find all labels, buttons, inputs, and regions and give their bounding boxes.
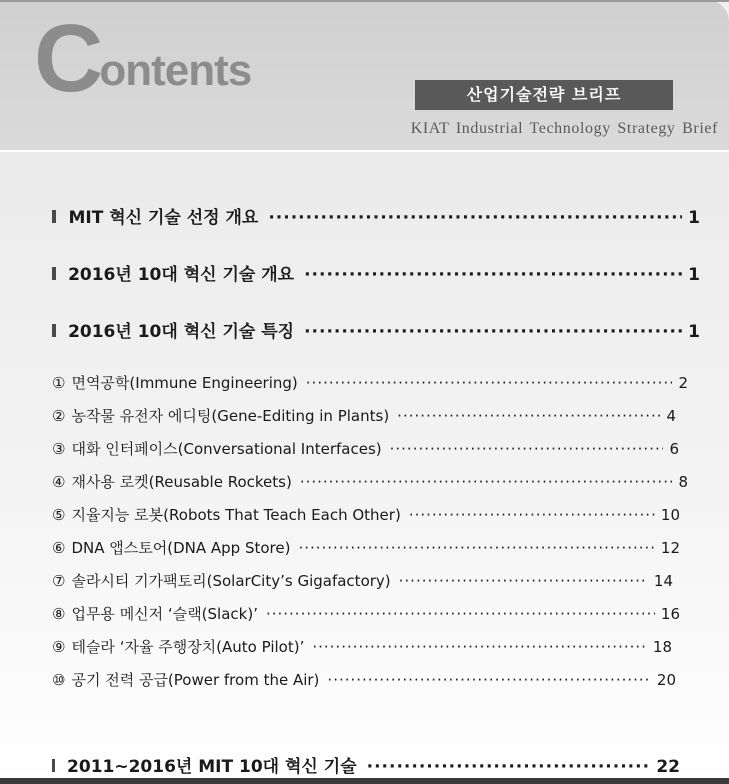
- toc-entry-title: 2016년 10대 혁신 기술 개요: [68, 265, 295, 285]
- toc-entry-title: 대화 인터페이스(Conversational Interfaces): [71, 440, 382, 458]
- toc-entry-title: 지율지능 로봇(Robots That Teach Each Other): [71, 506, 401, 524]
- toc-page-number: 18: [652, 638, 672, 656]
- toc-entry-title: DNA 앱스토어(DNA App Store): [71, 539, 291, 557]
- square-bullet-icon: [52, 210, 56, 223]
- brief-title-box: 산업기술전략 브리프: [415, 80, 673, 110]
- toc-entry-title: 2016년 10대 혁신 기술 특징: [68, 322, 295, 342]
- toc-page-number: 10: [660, 506, 680, 524]
- toc-minor-entry[interactable]: [52, 636, 672, 657]
- toc-page-number: 16: [660, 605, 680, 623]
- toc-minor-entry[interactable]: [52, 603, 680, 624]
- circled-number: ⑨: [52, 638, 66, 656]
- toc-minor-entry[interactable]: [52, 471, 688, 492]
- dot-leader: [268, 208, 682, 228]
- toc-page-number: 6: [669, 440, 679, 458]
- contents-heading: [34, 5, 252, 112]
- toc-major-entry[interactable]: [52, 317, 700, 342]
- toc-entry-title: 테슬라 ‘자율 주행장치(Auto Pilot)’: [71, 638, 305, 656]
- toc-minor-entry[interactable]: [52, 372, 688, 393]
- dot-leader: [367, 757, 651, 777]
- brief-subtitle: KIAT Industrial Technology Strategy Brief: [410, 120, 718, 137]
- toc-page-number: 14: [653, 572, 673, 590]
- toc-entry-title: 공기 전력 공급(Power from the Air): [71, 671, 320, 689]
- toc-page-number: 2: [678, 374, 688, 392]
- toc-entry-title: 농작물 유전자 에디팅(Gene-Editing in Plants): [71, 407, 390, 425]
- dot-leader: [399, 572, 648, 590]
- toc-page-number: 4: [666, 407, 676, 425]
- circled-number: ⑤: [52, 506, 66, 524]
- circled-number: ②: [52, 407, 66, 425]
- toc-entry-title: 2011~2016년 MIT 10대 혁신 기술: [67, 757, 357, 777]
- square-bullet-icon: [52, 759, 55, 772]
- dot-leader: [266, 605, 655, 623]
- toc-major-entry[interactable]: [52, 203, 700, 228]
- toc-major-entry[interactable]: [52, 260, 700, 285]
- square-bullet-icon: [52, 267, 56, 280]
- toc-minor-entry[interactable]: [52, 669, 676, 690]
- header-banner: [0, 0, 729, 150]
- circled-number: ⑥: [52, 539, 66, 557]
- dot-leader: [312, 638, 647, 656]
- toc-page-number: 12: [660, 539, 680, 557]
- toc-major-entry[interactable]: [52, 752, 680, 777]
- dot-leader: [304, 322, 682, 342]
- dot-leader: [304, 265, 682, 285]
- toc-page-number: 8: [678, 473, 688, 491]
- header-top-line: [0, 0, 729, 2]
- toc-entry-title: 재사용 로켓(Reusable Rockets): [71, 473, 292, 491]
- contents-rest-letters: ontents: [99, 46, 252, 95]
- toc-minor-entry[interactable]: [52, 405, 676, 426]
- toc-minor-entry[interactable]: [52, 438, 679, 459]
- toc-entry-title: 업무용 메신저 ‘슬랙(Slack)’: [71, 605, 258, 623]
- dot-leader: [327, 671, 650, 689]
- contents-initial-letter: C: [34, 5, 100, 112]
- toc-page-number: 22: [656, 757, 680, 777]
- circled-number: ⑦: [52, 572, 66, 590]
- toc-minor-entry[interactable]: [52, 504, 680, 525]
- toc-page-number: 1: [688, 322, 700, 342]
- circled-number: ⑧: [52, 605, 66, 623]
- toc-minor-entry[interactable]: [52, 537, 680, 558]
- dot-leader: [306, 374, 673, 392]
- bottom-border: [0, 778, 729, 784]
- dot-leader: [298, 539, 654, 557]
- dot-leader: [409, 506, 655, 524]
- toc-entry-title: 면역공학(Immune Engineering): [71, 374, 298, 392]
- circled-number: ①: [52, 374, 66, 392]
- toc-entry-title: 솔라시티 기가팩토리(SolarCity’s Gigafactory): [71, 572, 391, 590]
- circled-number: ④: [52, 473, 66, 491]
- square-bullet-icon: [52, 324, 56, 337]
- dot-leader: [390, 440, 664, 458]
- toc-page-number: 1: [688, 265, 700, 285]
- toc-page-number: 1: [688, 208, 700, 228]
- toc-entry-title: MIT 혁신 기술 선정 개요: [68, 208, 259, 228]
- dot-leader: [300, 473, 673, 491]
- toc-minor-entry[interactable]: [52, 570, 673, 591]
- circled-number: ⑩: [52, 671, 66, 689]
- toc-page-number: 20: [656, 671, 676, 689]
- circled-number: ③: [52, 440, 66, 458]
- dot-leader: [397, 407, 660, 425]
